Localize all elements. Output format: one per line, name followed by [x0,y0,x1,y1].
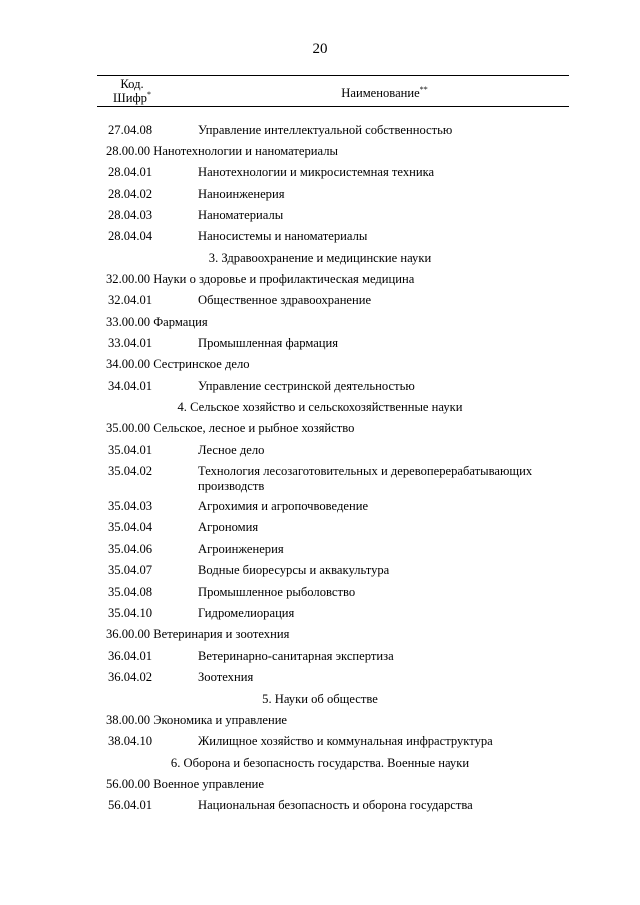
row-name [198,443,558,458]
row-name-line: Жилищное хозяйство и коммунальная инфраструктура [198,734,493,748]
section-title: 4. Сельское хозяйство и сельскохозяйственные науки [177,400,463,414]
row-name-line: Водные биоресурсы и аквакультура [198,563,390,577]
row-name [198,336,558,351]
row-name [198,123,558,138]
row-code: 35.04.01 [108,443,153,457]
row-name [198,585,558,600]
group-title: 34.00.00 Сестринское дело [106,357,250,371]
row-name-line: Технология лесозаготовительных и деревоперерабатывающих [198,464,533,478]
row-name [198,563,558,578]
row-name [198,379,558,394]
table-header-rule [97,106,569,107]
row-code: 27.04.08 [108,123,153,137]
header-cipher-text: Шифр [113,91,147,105]
row-name-line: производств [198,479,265,493]
header-name-label: Наименование [341,86,420,100]
row-name-line: Промышленное рыболовство [198,585,356,599]
row-name-line: Ветеринарно-санитарная экспертиза [198,649,394,663]
row-code: 28.04.02 [108,187,153,201]
table-top-rule [97,75,569,76]
row-name [198,165,558,180]
row-name [198,649,558,664]
row-name-line: Агрономия [198,520,259,534]
row-name [198,520,558,535]
row-code: 38.04.10 [108,734,153,748]
section-title: 5. Науки об обществе [262,692,378,706]
row-name [198,798,558,813]
row-name [198,187,558,202]
group-title: 36.00.00 Ветеринария и зоотехния [106,627,290,641]
row-code: 35.04.07 [108,563,153,577]
row-name [198,208,558,223]
row-code: 35.04.06 [108,542,153,556]
row-name [198,542,558,557]
row-code: 28.04.03 [108,208,153,222]
section-title: 6. Оборона и безопасность государства. Военные науки [170,756,470,770]
header-code-label: Код. [120,77,144,91]
row-code: 28.04.01 [108,165,153,179]
header-name-footnote-mark: ** [419,85,428,94]
row-name-line: Наноматериалы [198,208,284,222]
row-code: 35.04.04 [108,520,153,534]
row-name-line: Агроинженерия [198,542,284,556]
row-code: 35.04.02 [108,464,153,478]
row-name-line: Управление сестринской деятельностью [198,379,415,393]
row-name-line: Управление интеллектуальной собственностью [198,123,453,137]
group-title: 28.00.00 Нанотехнологии и наноматериалы [106,144,338,158]
row-name [198,670,558,685]
row-code: 33.04.01 [108,336,153,350]
row-code: 28.04.04 [108,229,153,243]
page-number: 20 [312,41,328,57]
row-name [198,734,558,749]
row-name-line: Лесное дело [198,443,265,457]
row-name [198,499,558,514]
row-code: 35.04.10 [108,606,153,620]
row-name [198,464,558,494]
row-code: 36.04.02 [108,670,153,684]
row-code: 35.04.08 [108,585,153,599]
row-name-line: Гидромелиорация [198,606,295,620]
row-code: 32.04.01 [108,293,153,307]
row-name [198,606,558,621]
row-code: 35.04.03 [108,499,153,513]
row-name-line: Национальная безопасность и оборона государства [198,798,473,812]
row-code: 56.04.01 [108,798,153,812]
row-name-line: Промышленная фармация [198,336,339,350]
section-title: 3. Здравоохранение и медицинские науки [208,251,432,265]
row-name-line: Нанотехнологии и микросистемная техника [198,165,435,179]
row-name [198,229,558,244]
header-cipher-label [97,91,167,105]
group-title: 35.00.00 Сельское, лесное и рыбное хозяйство [106,421,355,435]
row-name-line: Зоотехния [198,670,254,684]
row-code: 36.04.01 [108,649,153,663]
header-code-column [97,77,167,105]
row-code: 34.04.01 [108,379,153,393]
header-name-column [200,86,569,101]
row-name-line: Наноинженерия [198,187,285,201]
group-title: 32.00.00 Науки о здоровье и профилактическая медицина [106,272,415,286]
group-title: 56.00.00 Военное управление [106,777,264,791]
header-cipher-footnote-mark: * [146,90,151,99]
group-title: 33.00.00 Фармация [106,315,208,329]
group-title: 38.00.00 Экономика и управление [106,713,288,727]
row-name [198,293,558,308]
row-name-line: Наносистемы и наноматериалы [198,229,368,243]
row-name-line: Общественное здравоохранение [198,293,372,307]
row-name-line: Агрохимия и агропочвоведение [198,499,369,513]
